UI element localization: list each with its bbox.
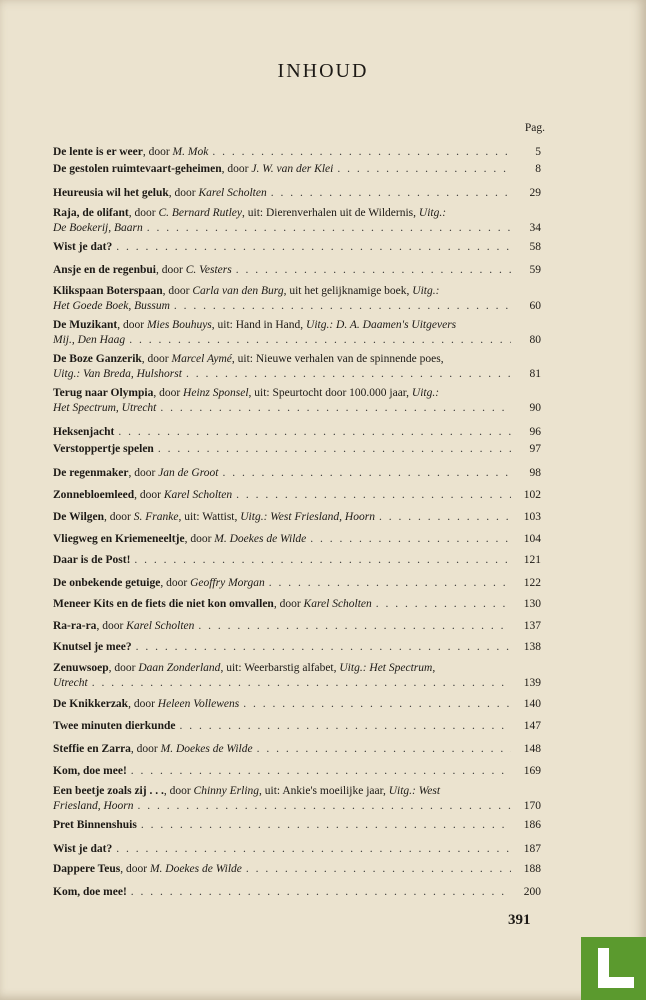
leader-dots — [92, 676, 511, 691]
entry-title: Twee minuten dierkunde — [53, 720, 176, 732]
entry-source: , uit het gelijknamige boek, — [283, 285, 413, 297]
leader-dots — [134, 553, 511, 568]
entry-source: , uit: Hand in Hand, — [211, 319, 307, 331]
entry-author: Jan de Groot — [158, 467, 219, 479]
entry-author: Marcel Aymé — [171, 353, 232, 365]
entry-author: M. Doekes de Wilde — [149, 863, 242, 875]
entry-publisher: Uitg.: West — [388, 785, 441, 797]
toc-entry[interactable] — [53, 466, 541, 481]
toc-entry[interactable] — [53, 597, 541, 612]
entry-page: 121 — [523, 554, 541, 566]
leader-dots — [179, 719, 511, 734]
entry-by: , door — [134, 489, 164, 501]
entry-text — [53, 576, 265, 591]
leader-dots — [269, 576, 511, 591]
entry-source: , uit: Wattist, — [178, 511, 241, 523]
entry-title: Vliegweg en Kriemeneeltje — [53, 533, 185, 545]
entry-publisher: Uitg.: — [412, 285, 440, 297]
toc-entry[interactable] — [53, 145, 541, 160]
toc-entry[interactable] — [53, 318, 541, 348]
entry-author: Heleen Vollewens — [157, 698, 240, 710]
entry-author: Mies Bouhuys — [146, 319, 212, 331]
entry-title: De Muzikant — [53, 319, 118, 331]
entry-page: 60 — [529, 300, 541, 312]
entry-title: De Boze Ganzerik — [53, 353, 142, 365]
entry-page: 29 — [529, 187, 541, 199]
entry-page: 58 — [529, 241, 541, 253]
entry-title: Ansje en de regenbui — [53, 264, 156, 276]
entry-text — [53, 719, 175, 734]
leader-dots — [116, 240, 511, 255]
entry-by: , door — [221, 163, 252, 175]
entry-title: Een beetje zoals zij . . . — [53, 785, 164, 797]
entry-author: Karel Scholten — [163, 489, 233, 501]
pag-column-label: Pag. — [524, 122, 545, 134]
entry-title: Klikspaan Boterspaan — [53, 285, 163, 297]
entry-text — [53, 697, 239, 712]
leader-dots — [379, 510, 511, 525]
entry-title: Zenuwsoep — [53, 662, 109, 674]
entry-by: , door — [128, 698, 158, 710]
entry-text — [53, 597, 372, 612]
entry-by: , door — [273, 598, 304, 610]
toc-entry[interactable] — [53, 532, 541, 547]
leader-dots — [198, 619, 511, 634]
page-title: INHOUD — [277, 60, 369, 82]
entry-publisher-cont: De Boekerij, Baarn — [53, 222, 143, 234]
entry-page: 169 — [523, 765, 541, 777]
toc-entry[interactable] — [53, 425, 541, 440]
leader-dots — [212, 145, 511, 160]
entry-text — [53, 619, 194, 634]
entry-author: Daan Zonderland — [138, 662, 221, 674]
entry-page: 170 — [523, 800, 541, 812]
entry-by: , door — [128, 467, 159, 479]
entry-author: Carla van den Burg — [192, 285, 284, 297]
entry-title: Kom, doe mee! — [53, 765, 127, 777]
entry-text — [53, 488, 232, 503]
entry-publisher: Uitg.: D. A. Daamen's Uitgevers — [306, 319, 457, 331]
toc-entry[interactable] — [53, 784, 541, 814]
entry-text — [53, 532, 306, 547]
entry-author: S. Franke — [133, 511, 179, 523]
entry-publisher-cont: Mij., Den Haag — [53, 334, 126, 346]
leader-dots — [147, 221, 511, 236]
entry-by: , door — [142, 146, 173, 158]
leader-dots — [160, 401, 511, 416]
entry-title: Pret Binnenshuis — [53, 819, 137, 831]
leader-dots — [310, 532, 511, 547]
entry-by: , door — [184, 533, 215, 545]
entry-author: M. Doekes de Wilde — [160, 743, 253, 755]
toc-entry[interactable] — [53, 818, 541, 833]
entry-text — [53, 240, 112, 255]
entry-page: 122 — [523, 577, 541, 589]
toc-entry[interactable] — [53, 284, 541, 314]
entry-author: Karel Scholten — [303, 598, 372, 610]
leader-dots — [236, 488, 511, 503]
entry-source: , uit: Weerbarstig alfabet, — [220, 662, 340, 674]
entry-title: Kom, doe mee! — [53, 886, 127, 898]
toc-entry[interactable] — [53, 661, 541, 691]
entry-page: 98 — [529, 467, 541, 479]
toc-entry[interactable] — [53, 619, 541, 634]
toc-entry[interactable] — [53, 764, 541, 779]
entry-title: De Knikkerzak — [53, 698, 129, 710]
leader-dots — [174, 299, 511, 314]
entry-by: , door — [155, 264, 186, 276]
entry-title: Dappere Teus — [53, 863, 121, 875]
entry-page: 147 — [523, 720, 541, 732]
entry-text — [53, 640, 132, 655]
entry-page: 148 — [523, 743, 541, 755]
entry-by: , door — [163, 785, 194, 797]
library-logo-icon — [581, 937, 646, 1000]
leader-dots — [246, 862, 511, 877]
toc-entry[interactable] — [53, 442, 541, 457]
entry-by: , door — [141, 353, 172, 365]
entry-page: 103 — [523, 511, 541, 523]
entry-title: De gestolen ruimtevaart-geheimen — [53, 163, 222, 175]
entry-publisher-cont: Utrecht — [53, 677, 88, 689]
toc-entry[interactable] — [53, 719, 541, 734]
entry-page: 130 — [523, 598, 541, 610]
leader-dots — [116, 842, 511, 857]
leader-dots — [376, 597, 511, 612]
entry-text — [53, 186, 267, 201]
toc-entry[interactable] — [53, 240, 541, 255]
entry-by: , door — [168, 187, 199, 199]
entry-page: 59 — [529, 264, 541, 276]
leader-dots — [236, 263, 511, 278]
entry-author: J. W. van der Klei — [251, 163, 334, 175]
leader-dots — [271, 186, 511, 201]
leader-dots — [131, 764, 511, 779]
entry-publisher: Uitg.: West Friesland, Hoorn — [240, 511, 375, 523]
entry-title: De regenmaker — [53, 467, 129, 479]
toc-entry[interactable] — [53, 386, 541, 416]
entry-title: Daar is de Post! — [53, 554, 131, 566]
entry-page: 138 — [523, 641, 541, 653]
entry-text — [53, 162, 333, 177]
toc-entry[interactable] — [53, 553, 541, 568]
entry-title: Heksenjacht — [53, 426, 115, 438]
toc-entry[interactable] — [53, 186, 541, 201]
leader-dots — [257, 742, 511, 757]
entry-text — [53, 742, 253, 757]
entry-page: 96 — [529, 426, 541, 438]
entry-author: M. Doekes de Wilde — [214, 533, 307, 545]
entry-page: 104 — [523, 533, 541, 545]
entry-text — [53, 818, 137, 833]
entry-page: 81 — [529, 368, 541, 380]
entry-author: C. Vesters — [185, 264, 232, 276]
entry-source: , uit: Speurtocht door 100.000 jaar, — [248, 387, 412, 399]
entry-title: Terug naar Olympia — [53, 387, 154, 399]
entry-author: Geoffry Morgan — [190, 577, 265, 589]
entry-by: , door — [153, 387, 184, 399]
toc-entry[interactable] — [53, 510, 541, 525]
entry-title: Wist je dat? — [53, 843, 113, 855]
leader-dots — [136, 640, 511, 655]
leader-dots — [118, 425, 511, 440]
toc-entry[interactable] — [53, 352, 541, 382]
entry-by: , door — [130, 743, 161, 755]
entry-by: , door — [162, 285, 193, 297]
leader-dots — [141, 818, 511, 833]
leader-dots — [337, 162, 511, 177]
entry-page: 200 — [523, 886, 541, 898]
entry-author: M. Mok — [172, 146, 209, 158]
entry-by: , door — [117, 319, 147, 331]
toc-entry[interactable] — [53, 263, 541, 278]
entry-page: 137 — [523, 620, 541, 632]
entry-page: 102 — [523, 489, 541, 501]
entry-page: 139 — [523, 677, 541, 689]
entry-text — [53, 842, 112, 857]
entry-title: Zonnebloemleed — [53, 489, 135, 501]
entry-publisher: Uitg.: — [411, 387, 440, 399]
toc-entry[interactable] — [53, 576, 541, 591]
entry-author: Karel Scholten — [126, 620, 195, 632]
entry-page: 186 — [523, 819, 541, 831]
toc-entry[interactable] — [53, 885, 541, 900]
entry-title: De Wilgen — [53, 511, 105, 523]
entry-page: 80 — [529, 334, 541, 346]
entry-text — [53, 442, 154, 457]
entry-publisher: Uitg.: — [418, 207, 447, 219]
entry-page: 188 — [523, 863, 541, 875]
entry-text — [53, 425, 114, 440]
toc-entry[interactable] — [53, 697, 541, 712]
leader-dots — [243, 697, 511, 712]
entry-author: Karel Scholten — [198, 187, 267, 199]
entry-text — [53, 862, 242, 877]
entry-text — [53, 553, 130, 568]
toc-entry[interactable] — [53, 206, 541, 236]
entry-text — [53, 885, 127, 900]
toc-entry[interactable] — [53, 640, 541, 655]
toc-entry[interactable] — [53, 842, 541, 857]
leader-dots — [222, 466, 511, 481]
entry-title: Steffie en Zarra — [53, 743, 131, 755]
entry-title: Meneer Kits en de fiets die niet kon omvallen — [53, 598, 274, 610]
entry-page: 5 — [535, 146, 541, 158]
entry-text — [53, 510, 375, 525]
entry-text — [53, 466, 218, 481]
toc-entry[interactable] — [53, 162, 541, 177]
entry-text — [53, 263, 232, 278]
toc-entry[interactable] — [53, 862, 541, 877]
entry-author: C. Bernard Rutley — [158, 207, 243, 219]
toc-entry[interactable] — [53, 742, 541, 757]
entry-by: , door — [128, 207, 159, 219]
entry-title: Knutsel je mee? — [53, 641, 132, 653]
leader-dots — [138, 799, 512, 814]
entry-author: Heinz Sponsel — [183, 387, 249, 399]
entry-title: Heureusia wil het geluk — [53, 187, 169, 199]
entry-publisher: Uitg.: Het Spectrum, — [339, 662, 436, 674]
entry-title: Wist je dat? — [53, 241, 113, 253]
leader-dots — [158, 442, 511, 457]
entry-publisher-cont: Het Spectrum, Utrecht — [53, 402, 157, 414]
entry-by: , door — [120, 863, 150, 875]
entry-page: 140 — [523, 698, 541, 710]
entry-page: 8 — [535, 163, 541, 175]
entry-publisher-cont: Het Goede Boek, Bussum — [53, 300, 170, 312]
entry-by: , door — [96, 620, 127, 632]
entry-title: Ra-ra-ra — [53, 620, 97, 632]
entry-title: Raja, de olifant — [53, 207, 129, 219]
entry-title: De onbekende getuige — [53, 577, 161, 589]
entry-publisher-cont: Uitg.: Van Breda, Hulshorst — [53, 368, 182, 380]
entry-by: , door — [104, 511, 134, 523]
entry-page: 34 — [529, 222, 541, 234]
entry-page: 97 — [529, 443, 541, 455]
entry-page: 90 — [529, 402, 541, 414]
entry-source: , uit: Ankie's moeilijke jaar, — [259, 785, 389, 797]
leader-dots — [129, 333, 511, 348]
entry-page: 187 — [523, 843, 541, 855]
entry-source: , uit: Nieuwe verhalen van de spinnende poes, — [231, 353, 444, 365]
entry-source: , uit: Dierenverhalen uit de Wildernis, — [242, 207, 419, 219]
entry-publisher-cont: Friesland, Hoorn — [53, 800, 134, 812]
entry-by: , door — [108, 662, 139, 674]
entry-by: , door — [160, 577, 191, 589]
page-number: 391 — [508, 912, 531, 928]
entry-text — [53, 145, 208, 160]
toc-entry[interactable] — [53, 488, 541, 503]
entry-author: Chinny Erling — [193, 785, 260, 797]
entry-title: De lente is er weer — [53, 146, 143, 158]
leader-dots — [131, 885, 511, 900]
entry-title: Verstoppertje spelen — [53, 443, 154, 455]
entry-text — [53, 764, 127, 779]
leader-dots — [186, 367, 511, 382]
